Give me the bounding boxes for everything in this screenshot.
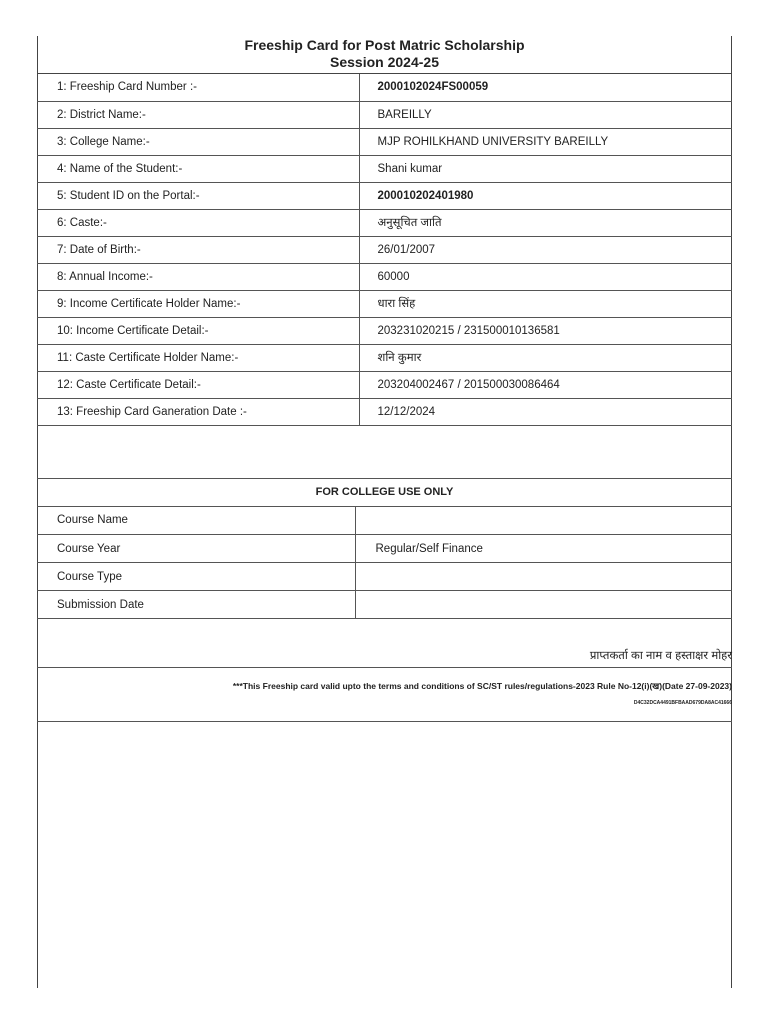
- field-label: 6: Caste:-: [37, 209, 359, 236]
- field-label: 4: Name of the Student:-: [37, 155, 359, 182]
- field-label: 10: Income Certificate Detail:-: [37, 317, 359, 344]
- field-label: 8: Annual Income:-: [37, 263, 359, 290]
- info-row: [37, 209, 732, 236]
- footer-hash: D4C32DCA4491BFBAAD679DA8AC41666: [633, 700, 732, 706]
- footer-note: ***This Freeship card valid upto the terms and conditions of SC/ST rules/regulations-2023 Rule No-12(i)(ख)(Date 27-09-2023): [232, 681, 732, 691]
- college-use-row: [37, 563, 732, 591]
- info-row: [37, 236, 732, 263]
- field-value: 203204002467 / 201500030086464: [359, 371, 732, 398]
- college-use-row: [37, 507, 732, 535]
- field-label: 7: Date of Birth:-: [37, 236, 359, 263]
- field-value: Shani kumar: [359, 155, 732, 182]
- card-title-block: [37, 36, 732, 74]
- college-use-label: Course Name: [37, 507, 355, 535]
- field-label: 11: Caste Certificate Holder Name:-: [37, 344, 359, 371]
- field-label: 3: College Name:-: [37, 128, 359, 155]
- field-value: 26/01/2007: [359, 236, 732, 263]
- field-value: धारा सिंह: [359, 290, 732, 317]
- field-value: MJP ROHILKHAND UNIVERSITY BAREILLY: [359, 128, 732, 155]
- field-value: 203231020215 / 231500010136581: [359, 317, 732, 344]
- info-row: [37, 74, 732, 101]
- field-label: 12: Caste Certificate Detail:-: [37, 371, 359, 398]
- info-row: [37, 155, 732, 182]
- college-use-label: Course Year: [37, 535, 355, 563]
- info-row: [37, 263, 732, 290]
- spacer: [37, 426, 732, 479]
- field-value: BAREILLY: [359, 101, 732, 128]
- college-use-value: [355, 563, 732, 591]
- college-use-value: [355, 591, 732, 619]
- footer: [37, 668, 732, 722]
- info-row: [37, 128, 732, 155]
- field-label: 9: Income Certificate Holder Name:-: [37, 290, 359, 317]
- student-info-table: [37, 74, 732, 426]
- field-value: शनि कुमार: [359, 344, 732, 371]
- college-use-label: Course Type: [37, 563, 355, 591]
- field-value: 60000: [359, 263, 732, 290]
- field-label: 1: Freeship Card Number :-: [37, 74, 359, 101]
- freeship-card: [37, 36, 732, 722]
- info-row: [37, 290, 732, 317]
- college-use-label: Submission Date: [37, 591, 355, 619]
- field-value: 200010202401980: [359, 182, 732, 209]
- info-row: [37, 371, 732, 398]
- college-use-heading: FOR COLLEGE USE ONLY: [37, 479, 732, 507]
- info-row: [37, 101, 732, 128]
- card-session: Session 2024-25: [330, 54, 439, 70]
- college-use-row: [37, 591, 732, 619]
- field-value: 2000102024FS00059: [359, 74, 732, 101]
- info-row: [37, 344, 732, 371]
- college-use-value: [355, 507, 732, 535]
- field-label: 2: District Name:-: [37, 101, 359, 128]
- info-row: [37, 182, 732, 209]
- college-use-row: [37, 535, 732, 563]
- card-title: Freeship Card for Post Matric Scholarship: [244, 37, 525, 53]
- field-label: 13: Freeship Card Ganeration Date :-: [37, 398, 359, 425]
- field-label: 5: Student ID on the Portal:-: [37, 182, 359, 209]
- signature-area: [37, 619, 732, 668]
- field-value: 12/12/2024: [359, 398, 732, 425]
- college-use-value: Regular/Self Finance: [355, 535, 732, 563]
- info-row: [37, 398, 732, 425]
- info-row: [37, 317, 732, 344]
- college-use-table: [37, 507, 732, 620]
- field-value: अनुसूचित जाति: [359, 209, 732, 236]
- signature-label: प्राप्तकर्ता का नाम व हस्ताक्षर मोहर: [589, 650, 732, 662]
